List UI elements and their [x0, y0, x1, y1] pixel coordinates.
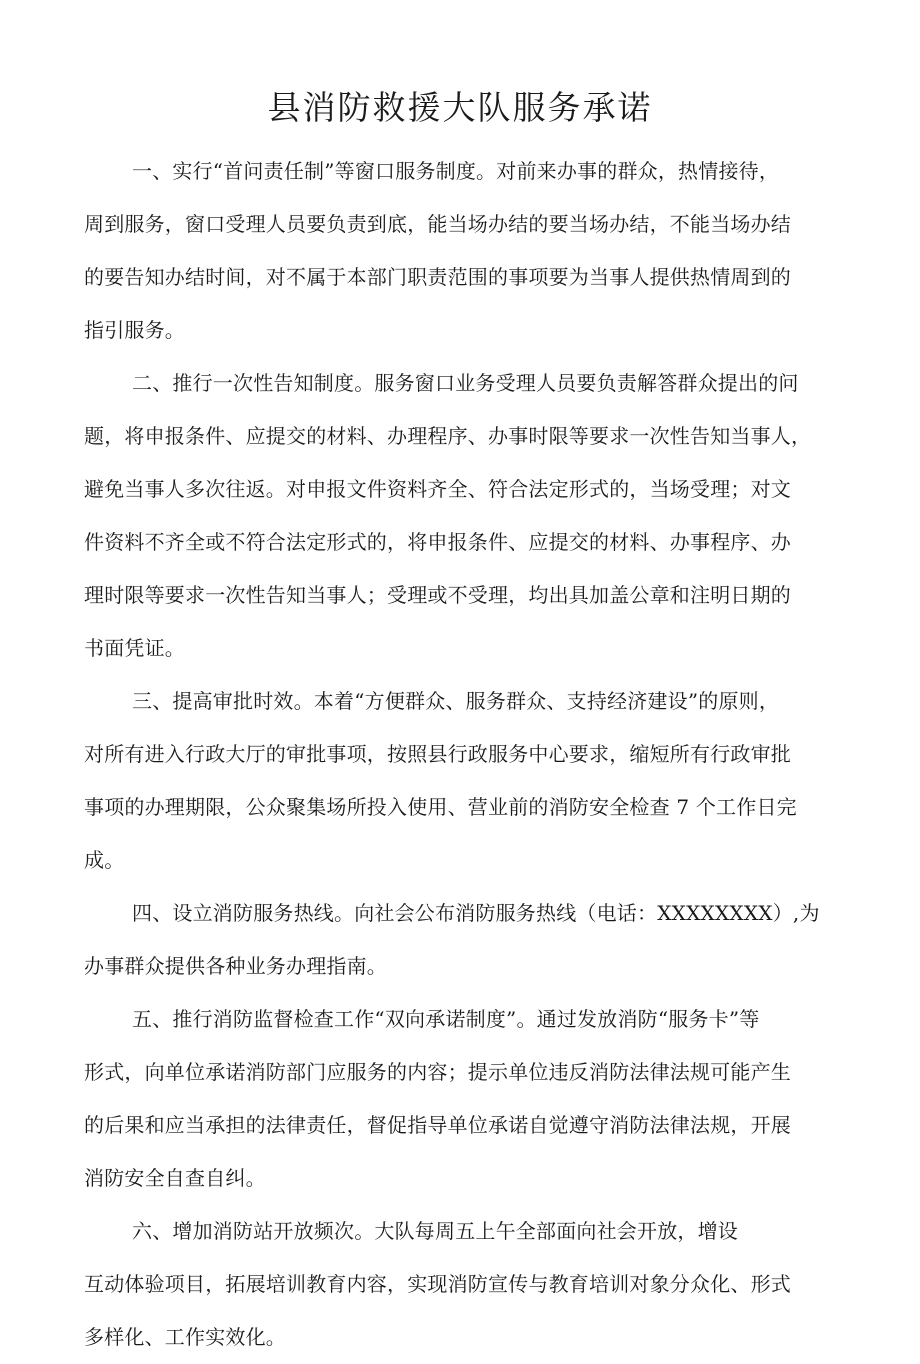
- paragraph-line: 书面凭证。: [84, 636, 185, 660]
- paragraph-6: [84, 1205, 854, 1364]
- paragraph-line: 理时限等要求一次性告知当事人；受理或不受理，均出具加盖公章和注明日期的: [84, 583, 791, 607]
- paragraph-line: 件资料不齐全或不符合法定形式的，将申报条件、应提交的材料、办事程序、办: [84, 530, 791, 554]
- paragraph-line: 一、实行“首问责任制”等窗口服务制度。对前来办事的群众，热情接待，: [132, 159, 780, 183]
- paragraph-line: 形式，向单位承诺消防部门应服务的内容；提示单位违反消防法律法规可能产生: [84, 1060, 791, 1084]
- paragraph-line: 成。: [84, 848, 125, 872]
- document-body: [84, 145, 854, 1364]
- paragraph-line: 消防安全自查自纠。: [84, 1166, 266, 1190]
- paragraph-line: 多样化、工作实效化。: [84, 1325, 286, 1349]
- paragraph-line: 二、推行一次性告知制度。服务窗口业务受理人员要负责解答群众提出的问: [132, 371, 799, 395]
- paragraph-line: 四、设立消防服务热线。向社会公布消防服务热线（电话：XXXXXXXX）,为: [132, 901, 820, 925]
- paragraph-5: [84, 993, 854, 1205]
- paragraph-line: 五、推行消防监督检查工作“双向承诺制度”。通过发放消防“服务卡”等: [132, 1007, 760, 1031]
- paragraph-line: 避免当事人多次往返。对申报文件资料齐全、符合法定形式的，当场受理；对文: [84, 477, 791, 501]
- paragraph-line: 对所有进入行政大厅的审批事项，按照县行政服务中心要求，缩短所有行政审批: [84, 742, 791, 766]
- paragraph-3: [84, 675, 854, 887]
- paragraph-line: 事项的办理期限，公众聚集场所投入使用、营业前的消防安全检查 7 个工作日完: [84, 795, 797, 819]
- paragraph-line: 指引服务。: [84, 318, 185, 342]
- paragraph-1: [84, 145, 854, 357]
- paragraph-line: 办事群众提供各种业务办理指南。: [84, 954, 387, 978]
- paragraph-4: [84, 887, 854, 993]
- paragraph-line: 互动体验项目，拓展培训教育内容，实现消防宣传与教育培训对象分众化、形式: [84, 1272, 791, 1296]
- paragraph-line: 题，将申报条件、应提交的材料、办理程序、办事时限等要求一次性告知当事人，: [84, 424, 812, 448]
- paragraph-2: [84, 357, 854, 675]
- document-title: 县消防救援大队服务承诺: [267, 88, 653, 127]
- paragraph-line: 三、提高审批时效。本着“方便群众、服务群众、支持经济建设”的原则，: [132, 689, 780, 713]
- paragraph-line: 的要告知办结时间，对不属于本部门职责范围的事项要为当事人提供热情周到的: [84, 265, 791, 289]
- paragraph-line: 的后果和应当承担的法律责任，督促指导单位承诺自觉遵守消防法律法规，开展: [84, 1113, 791, 1137]
- paragraph-line: 六、增加消防站开放频次。大队每周五上午全部面向社会开放，增设: [132, 1219, 738, 1243]
- paragraph-line: 周到服务，窗口受理人员要负责到底，能当场办结的要当场办结，不能当场办结: [84, 212, 791, 236]
